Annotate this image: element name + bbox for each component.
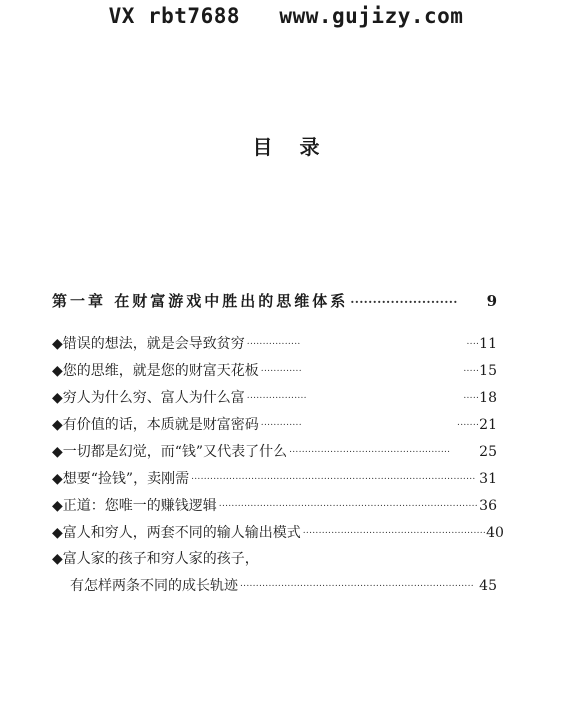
chapter-title: 第一章 在财富游戏中胜出的思维体系 [52,292,349,310]
toc-entry[interactable] [52,412,497,434]
dot-leader: ................. [246,337,301,347]
entry-page-number: 21 [479,417,497,433]
entry-page-number: 40 [486,525,504,541]
toc-title: 目 录 [252,135,330,159]
toc-entry[interactable] [52,358,497,380]
entry-page-number: 11 [479,336,497,352]
entry-title: 有怎样两条不同的成长轨迹 [70,578,238,594]
dot-leader: ....... [457,418,480,428]
entry-title: ◆富人家的孩子和穷人家的孩子， [52,551,259,567]
dot-leader: ..... [463,364,480,374]
toc-entry[interactable] [52,520,504,542]
entry-page-number: 45 [479,578,497,594]
entry-title: ◆错误的想法，就是会导致贫穷 [52,336,245,352]
dot-leader: ............. [260,364,302,374]
entry-title: ◆想要“捡钱”，卖刚需 [52,471,190,487]
entry-title: ◆穷人为什么穷、富人为什么富 [52,390,245,406]
entry-page-number: 18 [479,390,497,406]
chapter-page-number: 9 [486,292,497,310]
dot-leader: ..... [463,391,480,401]
entry-title: ◆有价值的话，本质就是财富密码 [52,417,259,433]
entry-title: ◆正道：您唯一的赚钱逻辑 [52,498,217,514]
entry-page-number: 36 [479,498,497,514]
toc-entry-continuation[interactable] [52,573,497,595]
dot-leader: ................................................... [289,445,451,455]
entry-page-number: 15 [479,363,497,379]
toc-entry[interactable] [52,385,497,407]
dot-leader: .................................................................................. [218,499,478,509]
entry-title: ◆富人和穷人，两套不同的输人输出模式 [52,525,301,541]
entry-title: ◆一切都是幻觉，而“钱”又代表了什么 [52,444,288,460]
entry-page-number: 31 [479,471,497,487]
entry-title: ◆您的思维，就是您的财富天花板 [52,363,259,379]
dot-leader: .......................................................................................... [191,472,476,482]
dot-leader: .......................................................................... [240,579,474,589]
dot-leader: ................... [246,391,307,401]
toc-chapter-1[interactable] [52,288,497,310]
dot-leader: .......................................................... [302,526,487,536]
toc-entry[interactable] [52,493,497,515]
dot-leader: ........................ [350,292,458,306]
toc-entry[interactable] [52,546,497,568]
dot-leader: .... [466,337,480,347]
entry-page-number: 25 [479,444,497,460]
watermark-text: VX rbt7688 www.gujizy.com [108,4,464,28]
toc-entry[interactable] [52,331,497,353]
toc-entry[interactable] [52,439,497,461]
dot-leader: ............. [260,418,302,428]
toc-entry[interactable] [52,466,497,488]
